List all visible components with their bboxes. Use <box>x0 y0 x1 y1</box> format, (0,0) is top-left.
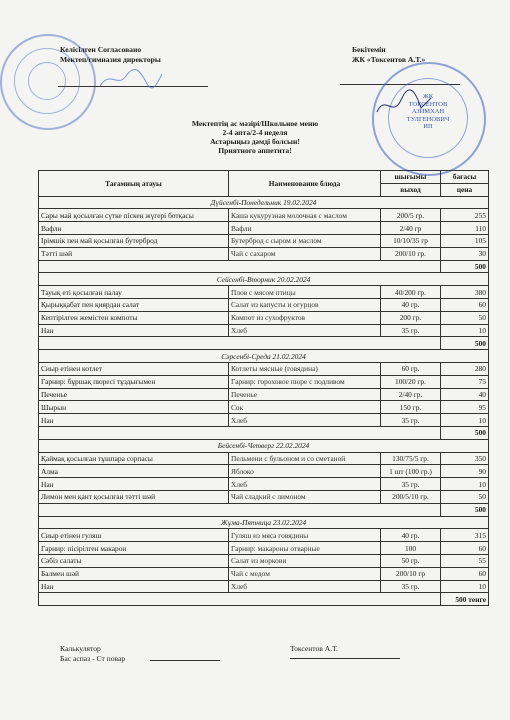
menu-item-row <box>39 298 489 311</box>
dish-name-ru: Яблоко <box>229 465 381 478</box>
dish-price: 110 <box>441 222 489 235</box>
menu-item-row <box>39 414 489 427</box>
dish-name-ru: Гарнир: гороховое пюре с подливом <box>229 375 381 388</box>
dish-yield: 200/10 гр. <box>381 247 441 260</box>
dish-price: 350 <box>441 452 489 465</box>
dish-yield: 35 гр. <box>381 414 441 427</box>
dish-name-kz: Нан <box>39 414 229 427</box>
title-line-3: Астарыңыз дәмді болсын! <box>210 137 300 146</box>
dish-name-ru: Вафли <box>229 222 381 235</box>
menu-item-row <box>39 529 489 542</box>
column-header-ru: Наименование блюда <box>229 171 381 197</box>
dish-name-kz: Қаймақ қосылған тұшпара сорпасы <box>39 452 229 465</box>
menu-item-row <box>39 580 489 593</box>
dish-yield: 100/20 гр. <box>381 375 441 388</box>
cook-signature-line <box>150 660 220 661</box>
dish-yield: 200/5 гр. <box>381 209 441 222</box>
column-header-kz: Тағамның атауы <box>39 171 229 197</box>
menu-item-row <box>39 286 489 299</box>
dish-yield: 50 гр. <box>381 554 441 567</box>
dish-name-kz: Сәбіз салаты <box>39 554 229 567</box>
dish-price: 75 <box>441 375 489 388</box>
day-total: 500 <box>441 503 489 516</box>
title-line-1: Мектептің ас мәзірі/Школьное меню <box>191 119 319 128</box>
dish-name-ru: Хлеб <box>229 324 381 337</box>
dish-price: 95 <box>441 401 489 414</box>
day-total-row <box>39 337 489 350</box>
menu-item-row <box>39 388 489 401</box>
dish-name-kz: Тауық еті қосылған палау <box>39 286 229 299</box>
dish-price: 60 <box>441 542 489 555</box>
dish-price: 55 <box>441 554 489 567</box>
dish-name-kz: Нан <box>39 580 229 593</box>
dish-price: 280 <box>441 362 489 375</box>
dish-name-kz: Тәтті шәй <box>39 247 229 260</box>
menu-item-row <box>39 465 489 478</box>
menu-item-row <box>39 362 489 375</box>
dish-name-ru: Каша кукурузная молочная с маслом <box>229 209 381 222</box>
dish-price: 10 <box>441 580 489 593</box>
dish-name-ru: Салат из моркови <box>229 554 381 567</box>
dish-price: 50 <box>441 311 489 324</box>
day-header-row <box>39 350 489 363</box>
stamp-text: ЖК ТОКСЕНТОВ АЗИМХАН ТУЛГЕНОВИЧ ИП <box>406 93 450 131</box>
day-total: 500 <box>441 337 489 350</box>
dish-name-ru: Компот из сухофруктов <box>229 311 381 324</box>
total-spacer <box>39 503 441 516</box>
director-signature <box>96 66 166 92</box>
dish-name-ru: Гарнир: макароны отварные <box>229 542 381 555</box>
total-spacer <box>39 337 441 350</box>
total-spacer <box>39 593 441 606</box>
column-header-price: бағасы <box>441 171 489 184</box>
agreed-label: Келісілген Согласовано <box>60 45 142 54</box>
day-total: 500 тенге <box>441 593 489 606</box>
dish-price: 10 <box>441 324 489 337</box>
dish-name-ru: Хлеб <box>229 414 381 427</box>
responsible-signature-line <box>290 658 400 659</box>
dish-name-kz: Сиыр етінен котлет <box>39 362 229 375</box>
day-total-row <box>39 593 489 606</box>
dish-name-kz: Сиыр етінен гуляш <box>39 529 229 542</box>
dish-name-kz: Нан <box>39 478 229 491</box>
day-title: Дүйсенбі-Понедельник 19.02.2024 <box>39 196 489 209</box>
director-label: Мектеп/гимназия директоры <box>60 55 161 64</box>
responsible-name: Токсентов А.Т. <box>290 644 338 653</box>
dish-yield: 200/10 гр <box>381 567 441 580</box>
dish-name-kz: Сары май қосылған сүтке піскен жүгері ботқасы <box>39 209 229 222</box>
dish-name-kz: Балмен шәй <box>39 567 229 580</box>
menu-item-row <box>39 478 489 491</box>
dish-name-kz: Лимон мен қант қосылған тәтті шәй <box>39 490 229 503</box>
dish-name-ru: Чай с медом <box>229 567 381 580</box>
dish-yield: 35 гр. <box>381 478 441 491</box>
dish-yield: 35 гр. <box>381 324 441 337</box>
dish-name-kz: Қырыққабат пен қиярдан салат <box>39 298 229 311</box>
dish-yield: 10/10/35 гр <box>381 234 441 247</box>
dish-name-ru: Чай с сахаром <box>229 247 381 260</box>
menu-item-row <box>39 567 489 580</box>
menu-item-row <box>39 324 489 337</box>
dish-name-kz: Ірімшік пен май қосылған бутерброд <box>39 234 229 247</box>
dish-name-ru: Хлеб <box>229 478 381 491</box>
day-header-row <box>39 439 489 452</box>
dish-yield: 40 гр. <box>381 298 441 311</box>
approver-signature <box>375 88 435 122</box>
day-total-row <box>39 426 489 439</box>
menu-item-row <box>39 209 489 222</box>
calculator-label: Калькулятор <box>60 644 101 653</box>
dish-name-ru: Котлеты мясные (говядина) <box>229 362 381 375</box>
dish-yield: 40 гр. <box>381 529 441 542</box>
day-total: 500 <box>441 426 489 439</box>
column-header-yield: шығымы <box>381 171 441 184</box>
day-total-row <box>39 503 489 516</box>
title-line-2: 2-4 апта/2-4 неделя <box>222 128 288 137</box>
menu-table <box>38 170 489 606</box>
dish-name-kz: Гарнир: пісірілген макарон <box>39 542 229 555</box>
dish-name-ru: Хлеб <box>229 580 381 593</box>
dish-price: 10 <box>441 414 489 427</box>
dish-price: 90 <box>441 465 489 478</box>
menu-item-row <box>39 247 489 260</box>
menu-item-row <box>39 234 489 247</box>
dish-yield: 200/5/10 гр. <box>381 490 441 503</box>
dish-price: 380 <box>441 286 489 299</box>
dish-name-ru: Гуляш из мяса говядины <box>229 529 381 542</box>
dish-name-ru: Сок <box>229 401 381 414</box>
head-cook-label: Бас аспаз - Ст повар <box>60 654 126 663</box>
title-line-4: Приятного аппетита! <box>218 146 292 155</box>
day-total: 500 <box>441 260 489 273</box>
dish-name-ru: Чай сладкий с лимоном <box>229 490 381 503</box>
dish-price: 50 <box>441 490 489 503</box>
total-spacer <box>39 260 441 273</box>
dish-name-kz: Нан <box>39 324 229 337</box>
menu-item-row <box>39 401 489 414</box>
day-title: Жұма-Пятница 23.02.2024 <box>39 516 489 529</box>
menu-item-row <box>39 375 489 388</box>
menu-item-row <box>39 542 489 555</box>
approve-label: Бекітемін <box>352 45 386 54</box>
dish-name-kz: Кептірілген жемістен компоты <box>39 311 229 324</box>
dish-price: 315 <box>441 529 489 542</box>
dish-name-kz: Алма <box>39 465 229 478</box>
dish-yield: 2/40 гр. <box>381 388 441 401</box>
dish-price: 10 <box>441 478 489 491</box>
dish-price: 105 <box>441 234 489 247</box>
column-subheader-yield: выход <box>381 183 441 196</box>
menu-item-row <box>39 554 489 567</box>
day-title: Сәрсенбі-Среда 21.02.2024 <box>39 350 489 363</box>
dish-yield: 1 шт (100 гр.) <box>381 465 441 478</box>
dish-name-ru: Пельмени с бульоном и со сметаной <box>229 452 381 465</box>
dish-name-kz: Вафли <box>39 222 229 235</box>
dish-yield: 130/75/5 гр. <box>381 452 441 465</box>
table-header-row <box>39 171 489 184</box>
dish-yield: 150 гр. <box>381 401 441 414</box>
dish-yield: 100 <box>381 542 441 555</box>
company-name: ЖК «Токсентов А.Т.» <box>352 55 426 64</box>
dish-name-ru: Плов с мясом птицы <box>229 286 381 299</box>
day-header-row <box>39 196 489 209</box>
dish-name-kz: Шырын <box>39 401 229 414</box>
dish-price: 30 <box>441 247 489 260</box>
dish-price: 40 <box>441 388 489 401</box>
dish-name-ru: Салат из капусты и огурцов <box>229 298 381 311</box>
dish-yield: 60 гр. <box>381 362 441 375</box>
day-total-row <box>39 260 489 273</box>
dish-price: 255 <box>441 209 489 222</box>
dish-yield: 200 гр. <box>381 311 441 324</box>
menu-item-row <box>39 311 489 324</box>
dish-yield: 35 гр. <box>381 580 441 593</box>
menu-item-row <box>39 452 489 465</box>
dish-name-kz: Гарнир: бұршақ пюресі тұздығымен <box>39 375 229 388</box>
menu-item-row <box>39 222 489 235</box>
dish-name-ru: Бутерброд с сыром и маслом <box>229 234 381 247</box>
day-header-row <box>39 273 489 286</box>
total-spacer <box>39 426 441 439</box>
day-title: Бейсенбі-Четверг 22.02.2024 <box>39 439 489 452</box>
dish-yield: 2/40 гр <box>381 222 441 235</box>
dish-price: 60 <box>441 567 489 580</box>
day-title: Сейсенбі-Вторник 20.02.2024 <box>39 273 489 286</box>
column-subheader-price: цена <box>441 183 489 196</box>
dish-price: 60 <box>441 298 489 311</box>
dish-yield: 40/200 гр. <box>381 286 441 299</box>
menu-item-row <box>39 490 489 503</box>
dish-name-ru: Печенье <box>229 388 381 401</box>
dish-name-kz: Печенье <box>39 388 229 401</box>
day-header-row <box>39 516 489 529</box>
